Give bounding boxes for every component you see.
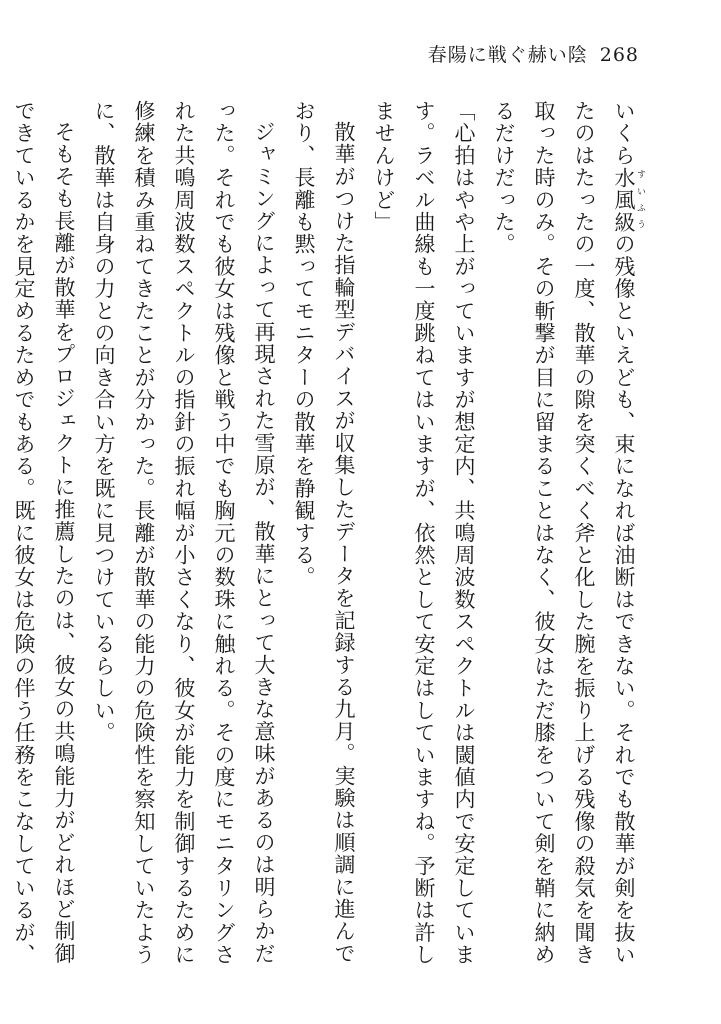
running-head [428, 40, 639, 67]
ruby-term [612, 166, 645, 234]
page-number: 268 [599, 44, 639, 66]
chapter-title: 春陽に戦ぐ赫い陰 [427, 44, 588, 66]
paragraph-1-lead: いくら [612, 100, 636, 167]
paragraph-2-quote: 「心拍はやや上がっていますが想定内、共鳴周波数スペクトルは閾値内で安定しています。ラベル曲線も一度跳ねてはいますが、依然として安定はしていますね。予断は許しませんけど」 [372, 100, 476, 966]
body-text [12, 100, 645, 980]
paragraph-1 [484, 100, 645, 980]
ruby-reading: すいふう [635, 166, 645, 234]
paragraph-5: そもそも長離が散華をプロジェクトに推薦したのは、彼女の共鳴能力がどれほど制御できているかを見定めるためでもある。既に彼女は危険の伴う任務をこなしているが、 [12, 100, 76, 966]
paragraph-4: ジャミングによって再現された雪原が、散華にとって大きな意味があるのは明らかだった。それでも彼女は残像と戦う中でも胸元の数珠に触れる。その度にモニタリングされた共鳴周波数スペクトルの指針の振れ幅が小さくなり、彼女が能力を制御するために修練を積み重ねてきたことが分かった。長離が散華の能力の危険性を察知していたように、散華は自身の力との向き合い方を既に見つけているらしい。 [92, 100, 276, 966]
paragraph-1-text: の残像といえども、束になれば油断はできない。それでも散華が剣を抜いたのはたったの一度、散華の隙を突くべく斧と化した腕を振り上げる残像の殺気を聞き取った時のみ。その斬撃が目に留まることはなく、彼女はただ膝をついて剣を鞘に納めるだけだった。 [492, 100, 636, 966]
ruby-base: 水風級 [612, 166, 636, 234]
paragraph-3: 散華がつけた指輪型デバイスが収集したデータを記録する九月。実験は順調に進んでおり、長離も黙ってモニターの散華を静観する。 [292, 100, 356, 965]
